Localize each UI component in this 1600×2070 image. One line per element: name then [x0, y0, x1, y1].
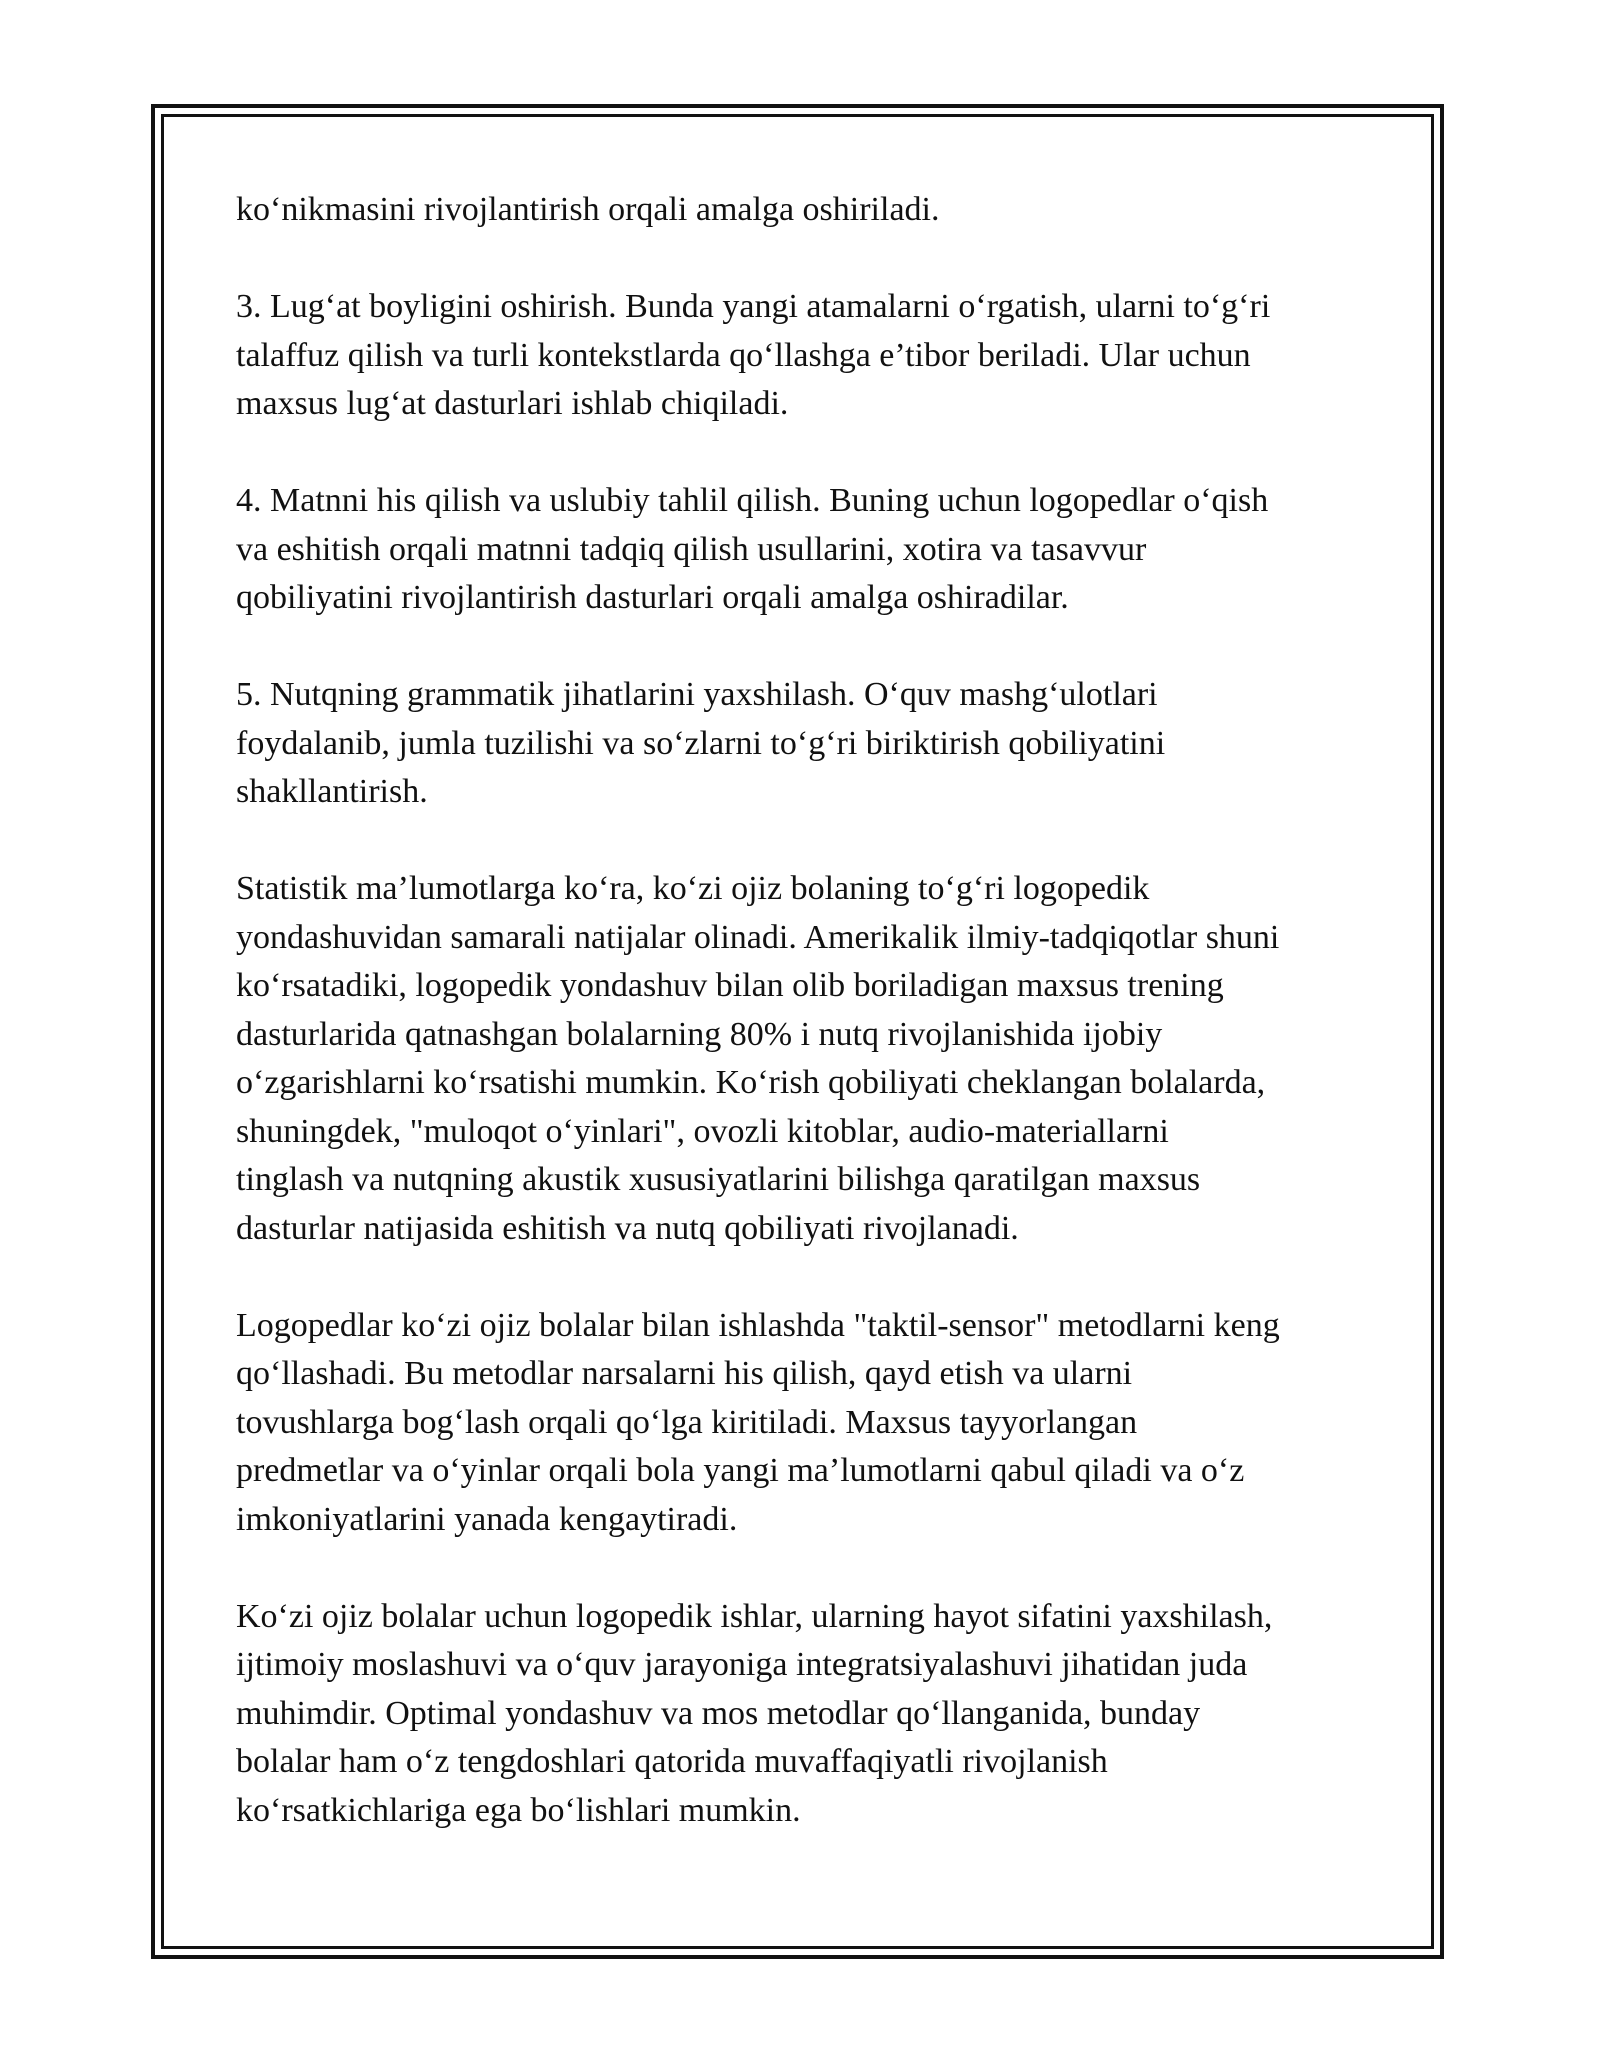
paragraph-grammar: 5. Nutqning grammatik jihatlarini yaxshilash. O‘quv mashg‘ulotlari foydalanib, jumla tuzilishi va so‘zlarni to‘g‘ri biriktirish qobiliyatini shakllantirish.	[236, 676, 1166, 810]
paragraph-conclusion: Ko‘zi ojiz bolalar uchun logopedik ishlar, ularning hayot sifatini yaxshilash, ijtimoiy moslashuvi va o‘quv jarayoniga integratsiyalashuvi jihatidan juda muhimdir. Optimal yondashuv va mos metodlar qo‘llanganida, bunday bolalar ham o‘z tengdoshlari qatorida muvaffaqiyatli rivojlanish ko‘rsatkichlariga ega bo‘lishlari mumkin.	[236, 1597, 1273, 1829]
paragraph-statistics: Statistik ma’lumotlarga ko‘ra, ko‘zi ojiz bolaning to‘g‘ri logopedik yondashuvidan samarali natijalar olinadi. Amerikalik ilmiy-tadqiqotlar shuni ko‘rsatadiki, logopedik yondashuv bilan olib boriladigan maxsus trening dasturlarida qatnashgan bolalarning 80% i nutq rivojlanishida ijobiy o‘zgarishlarni ko‘rsatishi mumkin. Ko‘rish qobiliyati cheklangan bolalarda, shuningdek, "muloqot o‘yinlari", ovozli kitoblar, audio-materiallarni tinglash va nutqning akustik xususiyatlarini bilishga qaratilgan maxsus dasturlar natijasida eshitish va nutq qobiliyati rivojlanadi.	[236, 870, 1280, 1247]
document-body	[236, 186, 1376, 1884]
paragraph-tactile-methods: Logopedlar ko‘zi ojiz bolalar bilan ishlashda "taktil-sensor" metodlarni keng qo‘llashadi. Bu metodlar narsalarni his qilish, qayd etish va ularni tovushlarga bog‘lash orqali qo‘lga kiritiladi. Maxsus tayyorlangan predmetlar va o‘yinlar orqali bola yangi ma’lumotlarni qabul qiladi va o‘z imkoniyatlarini yanada kengaytiradi.	[236, 1306, 1280, 1538]
paragraph-vocabulary: 3. Lug‘at boyligini oshirish. Bunda yangi atamalarni o‘rgatish, ularni to‘g‘ri talaffuz qilish va turli kontekstlarda qo‘llashga e’tibor beriladi. Ular uchun maxsus lug‘at dasturlari ishlab chiqiladi.	[236, 288, 1271, 422]
paragraph-continuation: ko‘nikmasini rivojlantirish orqali amalga oshiriladi.	[236, 191, 940, 228]
paragraph-text-analysis: 4. Matnni his qilish va uslubiy tahlil qilish. Buning uchun logopedlar o‘qish va eshitish orqali matnni tadqiq qilish usullarini, xotira va tasavvur qobiliyatini rivojlantirish dasturlari orqali amalga oshiradilar.	[236, 482, 1269, 616]
